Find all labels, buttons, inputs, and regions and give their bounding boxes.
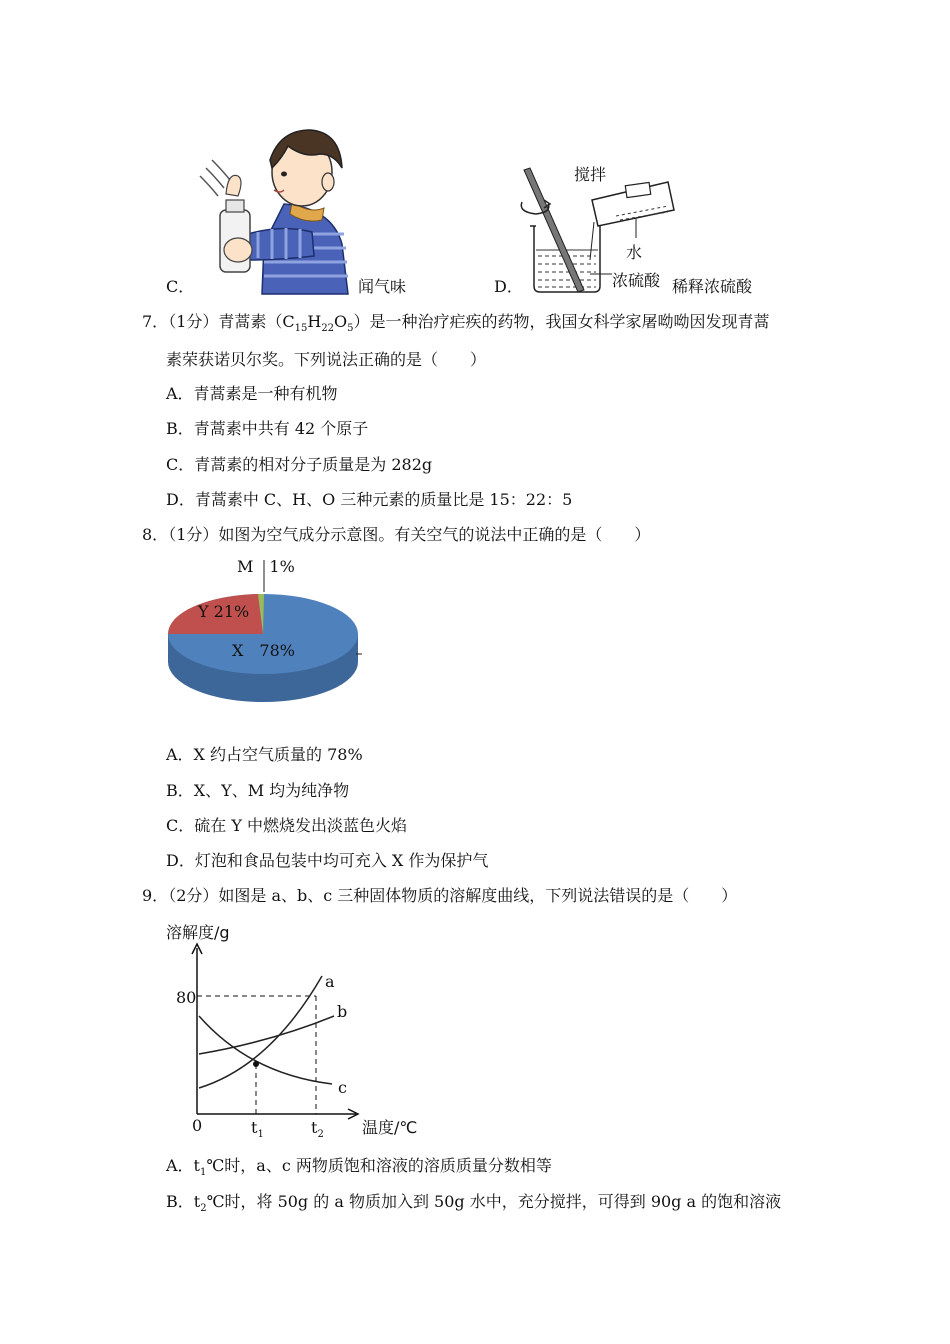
q8-option-b[interactable]: B．X、Y、M 均为纯净物: [166, 781, 350, 800]
graph-t1: $t_1$: [251, 1118, 264, 1141]
curve-c-label: c: [338, 1078, 347, 1097]
graph-xlabel: 温度/℃: [362, 1118, 418, 1137]
q6-option-d-label[interactable]: D．: [494, 277, 523, 296]
q7-stem-line1: 7．（1分）青蒿素$(C_{15}H_{22}O_5)$是一种治疗疟疾的药物，我国女科学家屠呦呦因发现青蒿: [142, 312, 770, 335]
q9-points: （2分）: [168, 886, 219, 905]
intersection-point: [253, 1061, 259, 1067]
graph-t2: $t_2$: [311, 1118, 324, 1141]
q6-option-c-caption: 闻气味: [358, 277, 407, 296]
graph-y80: 80: [176, 988, 197, 1007]
curve-a: [199, 976, 322, 1088]
q8-option-c[interactable]: C．硫在 Y 中燃烧发出淡蓝色火焰: [166, 816, 407, 835]
q7-number: 7．: [142, 312, 169, 331]
curve-a-label: a: [325, 972, 335, 991]
q7-option-c[interactable]: C．青蒿素的相对分子质量是为 282g: [166, 455, 433, 474]
q6-d-water-label: 水: [626, 243, 643, 262]
graph-origin: 0: [192, 1116, 203, 1135]
q9-option-a[interactable]: A．$t_1℃$时，a、c 两物质饱和溶液的溶质质量分数相等: [166, 1156, 552, 1179]
pie-label-x: X 78%: [232, 641, 295, 660]
q8-stem: 8．（1分）如图为空气成分示意图。有关空气的说法中正确的是（ ）: [142, 525, 651, 544]
q7-option-a[interactable]: A．青蒿素是一种有机物: [166, 384, 338, 403]
q6-option-d-caption: 稀释浓硫酸: [672, 277, 753, 296]
q8-points: （1分）: [168, 525, 219, 544]
pie-label-m: M 1%: [237, 557, 295, 576]
q6-d-acid-label: 浓硫酸: [612, 271, 661, 290]
boy-smelling-icon: [192, 124, 357, 296]
q9-number: 9．: [142, 886, 169, 905]
q7-option-d[interactable]: D．青蒿素中 C、H、O 三种元素的质量比是 15：22：5: [166, 490, 573, 509]
graph-ylabel: 溶解度/g: [166, 923, 230, 942]
q7-points: （1分）: [168, 312, 219, 331]
q7-stem-line2: 素荣获诺贝尔奖。下列说法正确的是（ ）: [166, 350, 487, 369]
q6-option-c-label[interactable]: C．: [166, 277, 195, 296]
q7-option-b[interactable]: B．青蒿素中共有 42 个原子: [166, 419, 369, 438]
q8-number: 8．: [142, 525, 169, 544]
solubility-curve-graph: [160, 918, 430, 1140]
q9-option-b[interactable]: B．$t_2℃$时，将 50g 的 a 物质加入到 50g 水中，充分搅拌，可得到 90g a 的饱和溶液: [166, 1192, 782, 1215]
q6-d-stir-label: 搅拌: [574, 165, 607, 184]
q8-option-a[interactable]: A．X 约占空气质量的 78%: [166, 745, 363, 764]
curve-b-label: b: [337, 1002, 348, 1021]
q9-stem: 9．（2分）如图是 a、b、c 三种固体物质的溶解度曲线，下列说法错误的是（ ）: [142, 886, 738, 905]
q6-option-c-figure: [192, 124, 357, 296]
q8-option-d[interactable]: D．灯泡和食品包装中均可充入 X 作为保护气: [166, 851, 489, 870]
pie-label-y: Y 21%: [198, 602, 250, 621]
